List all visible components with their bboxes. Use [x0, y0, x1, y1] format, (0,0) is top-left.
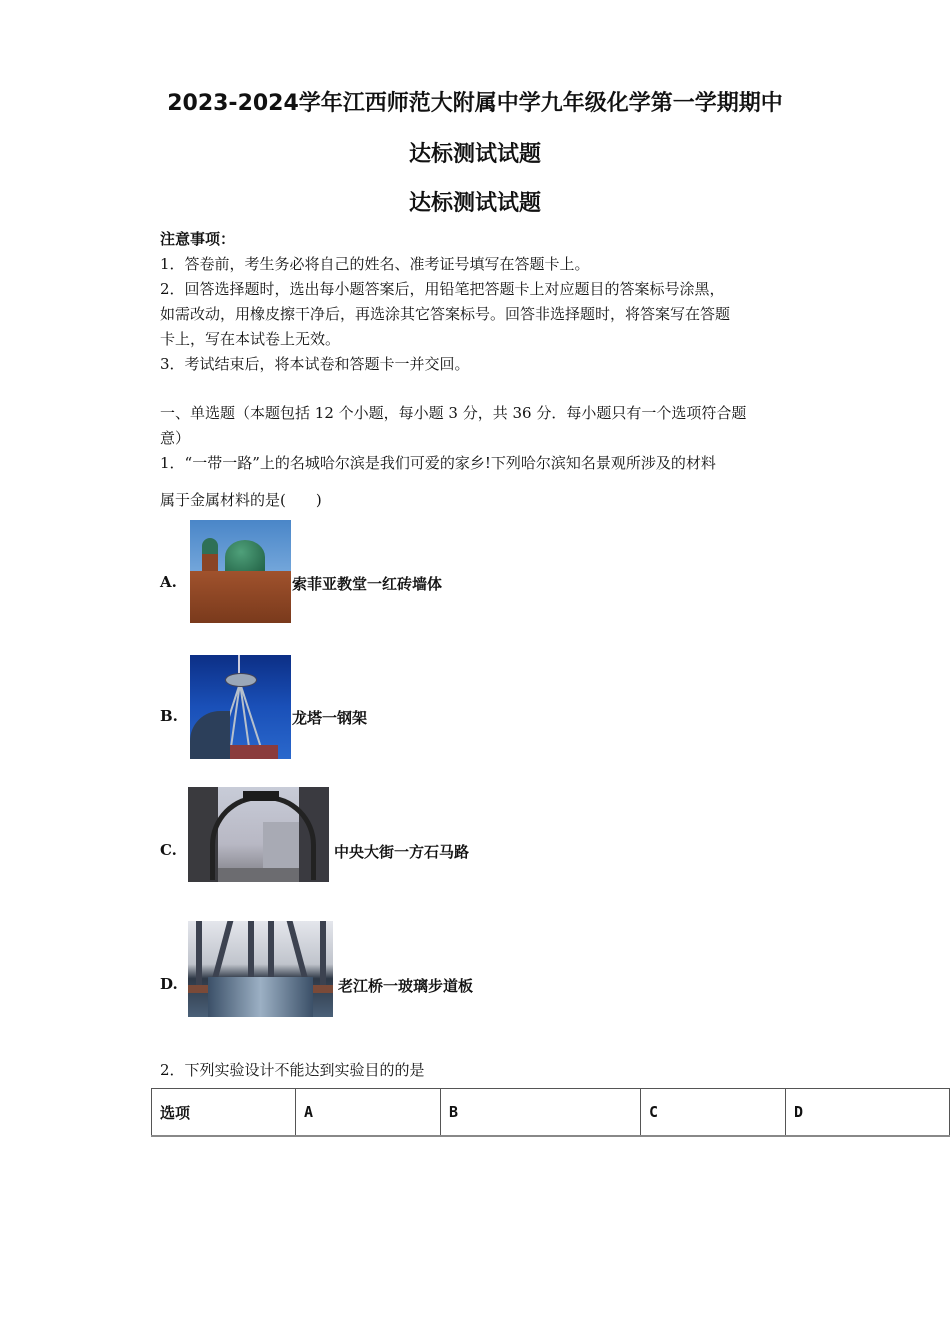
question-2-stem: 2．下列实验设计不能达到实验目的的是	[160, 1061, 425, 1079]
notice-item-2-cont: 如需改动，用橡皮擦干净后，再选涂其它答案标号。回答非选择题时，将答案写在答题	[160, 305, 731, 323]
table-header-cell: B	[441, 1089, 641, 1137]
table-header-cell: C	[641, 1089, 786, 1137]
option-a-label: A.	[160, 573, 177, 591]
option-b-text: 龙塔一钢架	[292, 709, 368, 727]
table-header-cell: D	[786, 1089, 950, 1137]
notice-item-2: 2．回答选择题时，选出每小题答案后，用铅笔把答题卡上对应题目的答案标号涂黑，	[160, 280, 725, 298]
question-2-table	[151, 1088, 950, 1137]
section-heading-cont: 意）	[160, 429, 191, 447]
option-a-text: 索菲亚教堂一红砖墙体	[292, 575, 443, 593]
bridge-photo	[188, 921, 333, 1017]
option-c-text: 中央大街一方石马路	[334, 843, 470, 861]
question-1-stem-cont: 属于金属材料的是( )	[160, 491, 322, 509]
table-row	[152, 1089, 950, 1137]
notice-heading: 注意事项：	[160, 230, 236, 248]
option-d-text: 老江桥一玻璃步道板	[338, 977, 474, 995]
table-header-cell: 选项	[152, 1089, 296, 1137]
option-b-label: B.	[160, 707, 178, 725]
section-heading: 一、单选题（本题包括 12 个小题，每小题 3 分，共 36 分．每小题只有一个选项符合题	[160, 404, 747, 422]
document-title-line2: 达标测试试题	[408, 142, 541, 167]
notice-item-2-cont2: 卡上，写在本试卷上无效。	[160, 330, 341, 348]
street-arch-photo	[188, 787, 329, 882]
document-title-line1: 2023-2024学年江西师范大附属中学九年级化学第一学期期中	[167, 91, 783, 116]
notice-item-3: 3．考试结束后，将本试卷和答题卡一并交回。	[160, 355, 470, 373]
tower-photo	[190, 655, 291, 759]
document-title-line3: 达标测试试题	[408, 191, 541, 216]
option-d-label: D.	[160, 975, 178, 993]
table-header-cell: A	[296, 1089, 441, 1137]
notice-item-1: 1．答卷前，考生务必将自己的姓名、准考证号填写在答题卡上。	[160, 255, 590, 273]
question-1-stem: 1．“一带一路”上的名城哈尔滨是我们可爱的家乡!下列哈尔滨知名景观所涉及的材料	[160, 454, 716, 472]
church-photo	[190, 520, 291, 623]
option-c-label: C.	[160, 841, 177, 859]
